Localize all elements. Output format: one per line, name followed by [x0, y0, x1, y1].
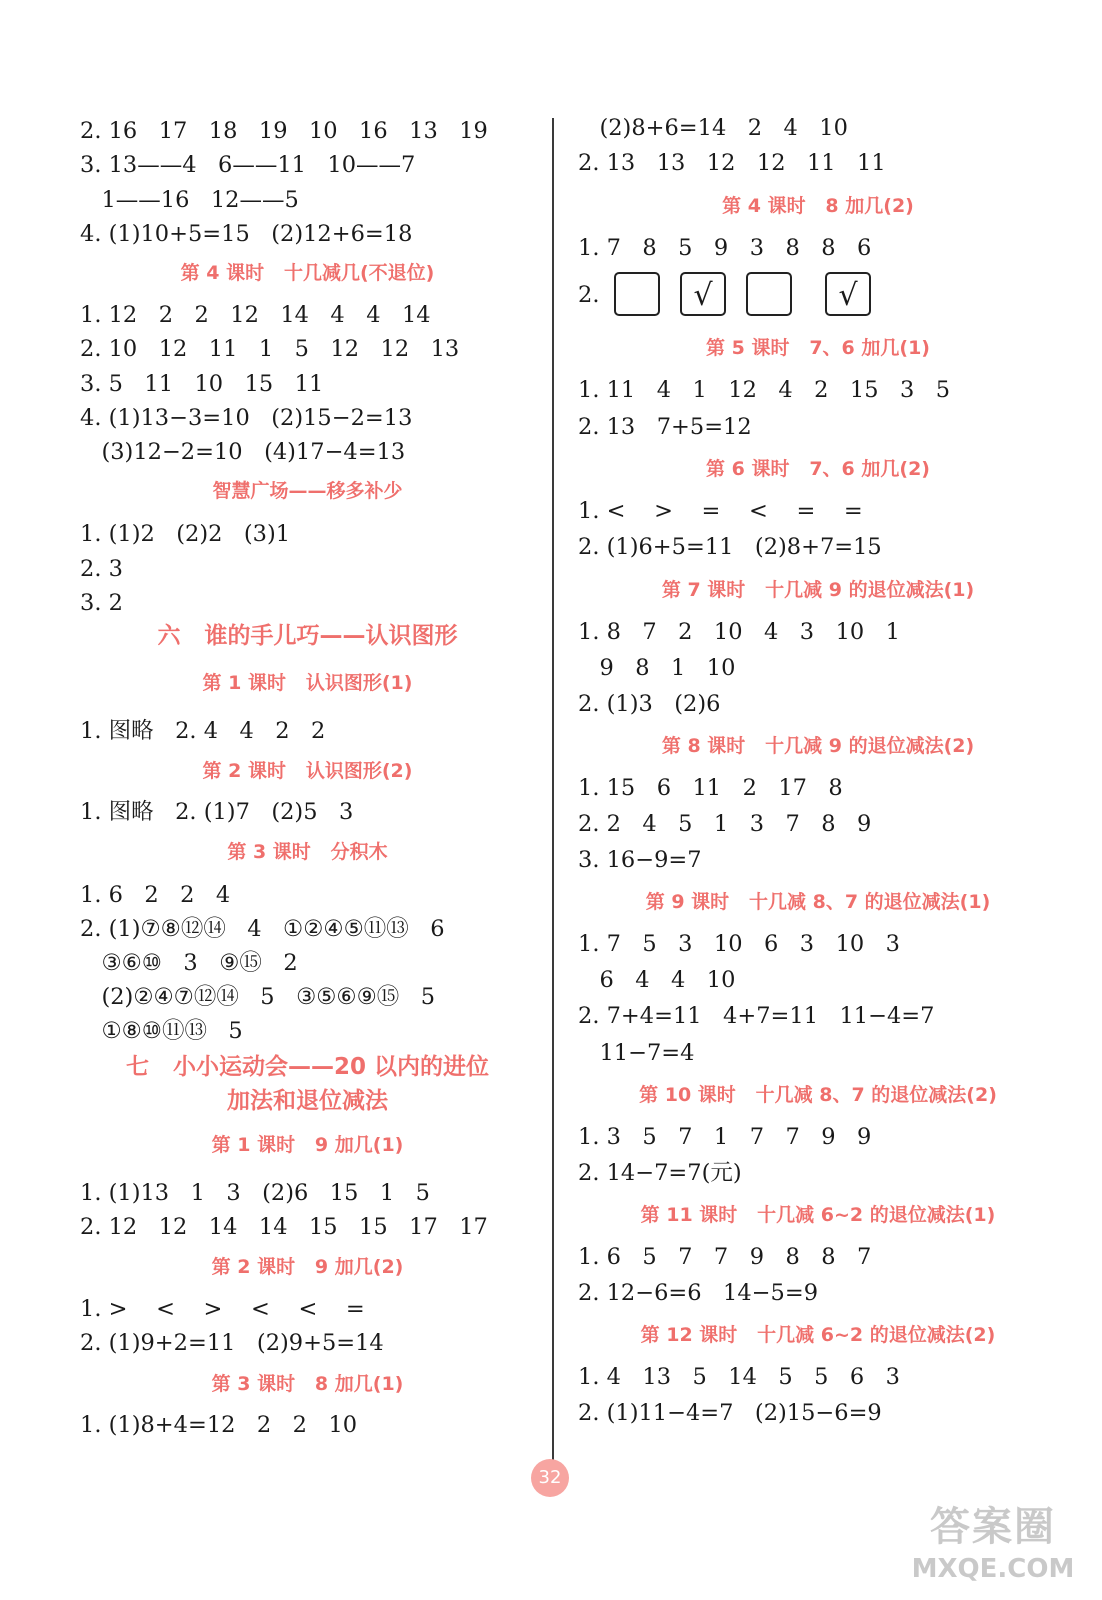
answer-line: 4. (1)13−3=10 (2)15−2=13 — [80, 405, 413, 431]
answer-line: 1. 11 4 1 12 4 2 15 3 5 — [578, 377, 951, 403]
lesson-heading: 第 3 课时 8 加几(1) — [211, 1373, 404, 1395]
answer-line: ①⑧⑩⑪⑬ 5 — [80, 1018, 243, 1044]
answer-line: 2. 12−6=6 14−5=9 — [578, 1280, 819, 1306]
answer-box-checked: √ — [680, 272, 726, 316]
lesson-heading: 第 4 课时 十几减几(不退位) — [180, 262, 435, 284]
answer-line: 1. 15 6 11 2 17 8 — [578, 775, 843, 801]
answer-line: 2. 7+4=11 4+7=11 11−4=7 — [578, 1003, 935, 1029]
answer-line: 2. 13 7+5=12 — [578, 414, 752, 440]
lesson-heading: 第 2 课时 认识图形(2) — [202, 760, 413, 782]
answer-line: 2. 14−7=7(元) — [578, 1160, 742, 1186]
lesson-heading: 智慧广场——移多补少 — [212, 480, 403, 502]
lesson-heading: 第 5 课时 7、6 加几(1) — [706, 337, 930, 359]
answer-line: 2. (1)9+2=11 (2)9+5=14 — [80, 1330, 384, 1356]
answer-line: 1. 8 7 2 10 4 3 10 1 — [578, 619, 900, 645]
lesson-heading: 第 4 课时 8 加几(2) — [722, 195, 914, 217]
lesson-heading: 第 7 课时 十几减 9 的退位减法(1) — [661, 579, 975, 601]
answer-line: 1. 4 13 5 14 5 5 6 3 — [578, 1364, 900, 1390]
answer-line: 11−7=4 — [578, 1040, 695, 1066]
answer-line: 1. 3 5 7 1 7 7 9 9 — [578, 1124, 872, 1150]
lesson-heading: 第 8 课时 十几减 9 的退位减法(2) — [661, 735, 975, 757]
answer-line: ③⑥⑩ 3 ⑨⑮ 2 — [80, 950, 298, 976]
answer-box — [614, 272, 660, 316]
answer-line: 3. 5 11 10 15 11 — [80, 371, 324, 397]
answer-line: 2. (1)⑦⑧⑫⑭ 4 ①②④⑤⑪⑬ 6 — [80, 916, 445, 942]
lesson-heading: 第 9 课时 十几减 8、7 的退位减法(1) — [645, 891, 991, 913]
answer-line: 1. 7 5 3 10 6 3 10 3 — [578, 931, 900, 957]
answer-line: 1. (1)13 1 3 (2)6 15 1 5 — [80, 1180, 430, 1206]
answer-line: 4. (1)10+5=15 (2)12+6=18 — [80, 221, 413, 247]
answer-line: (2)8+6=14 2 4 10 — [578, 115, 848, 141]
answer-line: 2. 16 17 18 19 10 16 13 19 — [80, 118, 488, 144]
watermark-logo-text: 答案圈 — [930, 1504, 1056, 1550]
unit-heading: 六 谁的手儿巧——认识图形 — [157, 623, 458, 649]
answer-line: 1. 12 2 2 12 14 4 4 14 — [80, 302, 431, 328]
answer-line: 2. 3 — [80, 556, 123, 582]
answer-line: 1. 7 8 5 9 3 8 8 6 — [578, 235, 872, 261]
answer-line: 2. (1)11−4=7 (2)15−6=9 — [578, 1400, 882, 1426]
answer-line: 1——16 12——5 — [80, 187, 299, 213]
answer-line: 1. (1)2 (2)2 (3)1 — [80, 521, 291, 547]
answer-line: (2)②④⑦⑫⑭ 5 ③⑤⑥⑨⑮ 5 — [80, 984, 436, 1010]
answer-line: 2. (1)6+5=11 (2)8+7=15 — [578, 534, 882, 560]
answer-line: 1. > < > < < = — [80, 1296, 365, 1322]
answer-line: 1. < > = < = = — [578, 498, 863, 524]
answer-line: 1. 6 5 7 7 9 8 8 7 — [578, 1244, 872, 1270]
answer-line: 3. 16−9=7 — [578, 847, 702, 873]
answer-line: 3. 13——4 6——11 10——7 — [80, 152, 416, 178]
unit-heading: 加法和退位减法 — [227, 1088, 388, 1114]
answer-box — [746, 272, 792, 316]
answer-line: 2. 12 12 14 14 15 15 17 17 — [80, 1214, 488, 1240]
lesson-heading: 第 3 课时 分积木 — [227, 841, 388, 863]
watermark-domain: MXQE.COM — [911, 1554, 1075, 1584]
answer-line: 9 8 1 10 — [578, 655, 736, 681]
answer-line: 2. (1)3 (2)6 — [578, 691, 721, 717]
answer-line: 2. 2 4 5 1 3 7 8 9 — [578, 811, 872, 837]
answer-box-checked: √ — [825, 272, 871, 316]
site-watermark — [908, 1502, 1078, 1594]
answer-line: (3)12−2=10 (4)17−4=13 — [80, 439, 406, 465]
answer-line: 1. 6 2 2 4 — [80, 882, 231, 908]
page-number: 32 — [531, 1459, 569, 1497]
lesson-heading: 第 12 课时 十几减 6~2 的退位减法(2) — [640, 1324, 996, 1346]
answer-line: 3. 2 — [80, 590, 123, 616]
lesson-heading: 第 10 课时 十几减 8、7 的退位减法(2) — [639, 1084, 997, 1106]
answer-line: 2. 10 12 11 1 5 12 12 13 — [80, 336, 460, 362]
column-divider — [552, 118, 554, 1470]
answer-line: 6 4 4 10 — [578, 967, 736, 993]
answer-line: 1. (1)8+4=12 2 2 10 — [80, 1412, 358, 1438]
answer-line: 1. 图略 2. 4 4 2 2 — [80, 718, 326, 744]
lesson-heading: 第 2 课时 9 加几(2) — [211, 1256, 404, 1278]
lesson-heading: 第 6 课时 7、6 加几(2) — [706, 458, 930, 480]
answer-line: 2. — [578, 282, 600, 308]
lesson-heading: 第 1 课时 认识图形(1) — [202, 672, 413, 694]
lesson-heading: 第 11 课时 十几减 6~2 的退位减法(1) — [640, 1204, 996, 1226]
answer-line: 2. 13 13 12 12 11 11 — [578, 150, 886, 176]
lesson-heading: 第 1 课时 9 加几(1) — [211, 1134, 404, 1156]
unit-heading: 七 小小运动会——20 以内的进位 — [125, 1054, 490, 1080]
answer-line: 1. 图略 2. (1)7 (2)5 3 — [80, 799, 354, 825]
